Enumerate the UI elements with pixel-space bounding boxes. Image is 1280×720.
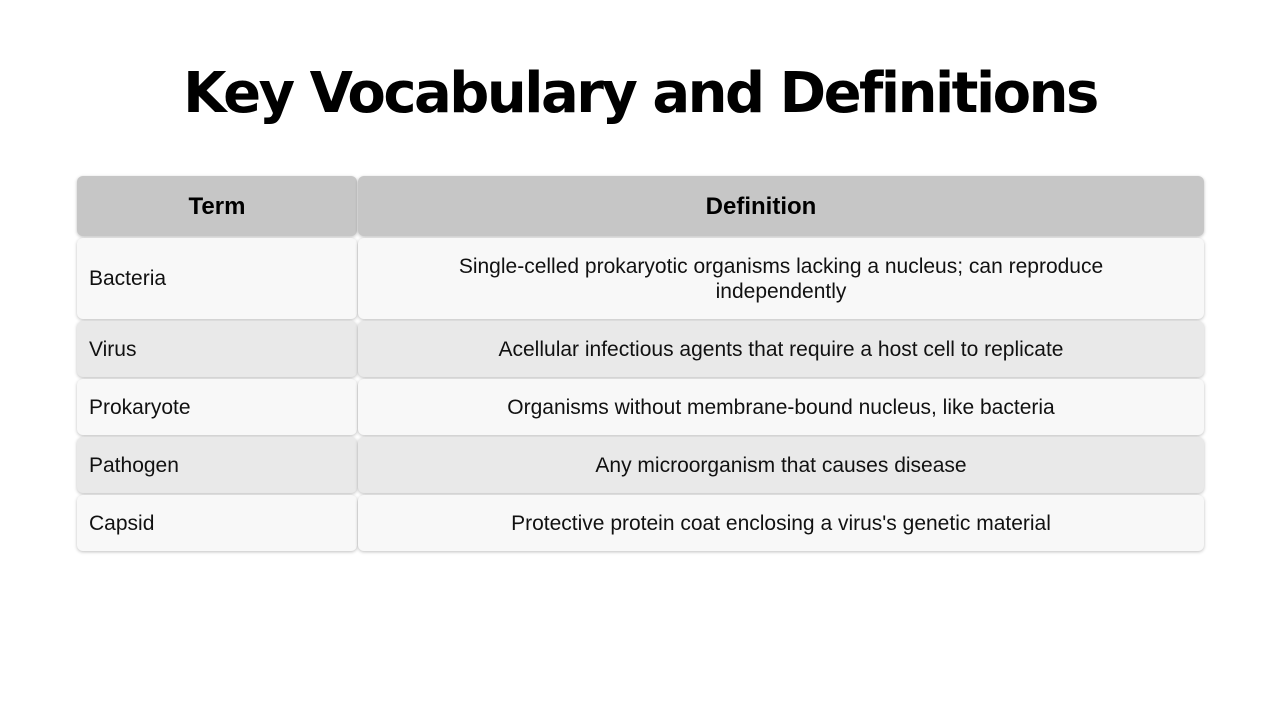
- table-row: [77, 238, 1204, 319]
- column-header-definition: Definition: [358, 176, 1204, 236]
- term-cell: Bacteria: [77, 238, 357, 319]
- term-cell: Virus: [77, 321, 357, 377]
- term-cell: Capsid: [77, 495, 357, 551]
- table-row: [77, 437, 1204, 493]
- table-row: [77, 495, 1204, 551]
- table-row: [77, 379, 1204, 435]
- definition-cell: Any microorganism that causes disease: [358, 437, 1204, 493]
- column-header-term: Term: [77, 176, 357, 236]
- vocabulary-table: [77, 176, 1204, 553]
- table-row: [77, 321, 1204, 377]
- table-header-row: [77, 176, 1204, 236]
- term-cell: Prokaryote: [77, 379, 357, 435]
- definition-cell: Organisms without membrane-bound nucleus, like bacteria: [358, 379, 1204, 435]
- definition-cell: Acellular infectious agents that require a host cell to replicate: [358, 321, 1204, 377]
- term-cell: Pathogen: [77, 437, 357, 493]
- definition-cell: Protective protein coat enclosing a virus's genetic material: [358, 495, 1204, 551]
- definition-cell: Single-celled prokaryotic organisms lacking a nucleus; can reproduce independently: [358, 238, 1204, 319]
- page-title: Key Vocabulary and Definitions: [183, 61, 1097, 126]
